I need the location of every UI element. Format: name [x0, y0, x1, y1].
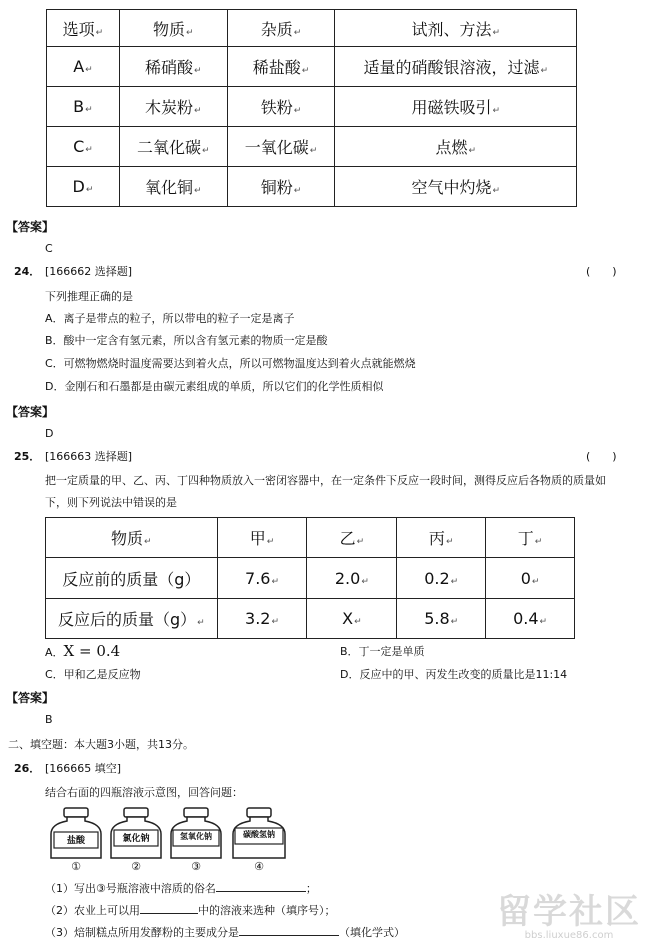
table-cell: C↵	[47, 127, 120, 167]
table-header-cell: 杂质↵	[227, 10, 335, 47]
answer-label: 【答案】	[6, 405, 55, 419]
table-cell: 反应前的质量（g）	[46, 558, 218, 599]
question-number: 25．	[14, 450, 41, 463]
table-row	[46, 599, 575, 639]
table-header-row	[46, 518, 575, 558]
table-cell: 3.2↵	[217, 599, 307, 639]
watermark	[497, 894, 641, 941]
question-meta: [166665 填空]	[45, 762, 122, 775]
answer-value: D	[45, 427, 54, 440]
answer-blank[interactable]	[140, 913, 198, 914]
table-cell: 稀硝酸↵	[119, 47, 227, 87]
option-a: A．X = 0.4	[45, 642, 121, 660]
question-meta: [166663 选择题]	[45, 450, 133, 463]
table-cell: 适量的硝酸银溶液，过滤↵	[335, 47, 577, 87]
bottle-2	[107, 806, 165, 876]
bottle-4	[229, 806, 289, 876]
bottle-number: ①	[71, 860, 81, 873]
option-c: C．甲和乙是反应物	[45, 668, 141, 681]
sub-question-1: （1）写出③号瓶溶液中溶质的俗名 ；	[45, 882, 317, 895]
table-cell: B↵	[47, 87, 120, 127]
watermark-url: bbs.liuxue86.com	[524, 930, 614, 941]
table-row	[47, 167, 577, 207]
table-cell: 点燃↵	[335, 127, 577, 167]
table-cell: 0.4↵	[486, 599, 575, 639]
table-cell: 2.0↵	[307, 558, 397, 599]
option-d: D．反应中的甲、丙发生改变的质量比是11:14	[340, 668, 568, 681]
bottle-label: 氢氧化钠	[180, 832, 212, 841]
table-cell: 用磁铁吸引↵	[335, 87, 577, 127]
bottle-label: 碳酸氢钠	[243, 830, 275, 839]
table-cell: 0.2↵	[397, 558, 486, 599]
question-number: 24．	[14, 265, 41, 278]
table-row	[46, 558, 575, 599]
answer-label: 【答案】	[6, 220, 55, 234]
table-cell: 7.6↵	[217, 558, 307, 599]
table-cell: 铜粉↵	[227, 167, 335, 207]
bottle-1	[47, 806, 105, 876]
table-cell: D↵	[47, 167, 120, 207]
bottle-number: ②	[131, 860, 141, 873]
table-row	[47, 87, 577, 127]
table-header-cell: 丙↵	[397, 518, 486, 558]
table-cell: 铁粉↵	[227, 87, 335, 127]
answer-value: B	[45, 713, 53, 726]
question-stem-line2: 下，则下列说法中错误的是	[45, 496, 177, 509]
question-stem: 结合右面的四瓶溶液示意图，回答问题：	[45, 786, 243, 799]
table-header-cell: 试剂、方法↵	[335, 10, 577, 47]
question-number: 26．	[14, 762, 41, 775]
table-header-cell: 物质↵	[46, 518, 218, 558]
sub-question-2: （2）农业上可以用 中的溶液来选种（填序号）；	[45, 904, 336, 917]
table-cell: 5.8↵	[397, 599, 486, 639]
table-header-cell: 甲↵	[217, 518, 307, 558]
section-heading: 二、填空题：本大题3小题，共13分。	[8, 738, 194, 751]
table-cell: 空气中灼烧↵	[335, 167, 577, 207]
table-cell: 一氧化碳↵	[227, 127, 335, 167]
answer-value: C	[45, 242, 53, 255]
table-header-cell: 丁↵	[486, 518, 575, 558]
table-header-cell: 选项↵	[47, 10, 120, 47]
table-cell: 稀盐酸↵	[227, 47, 335, 87]
answer-paren: ( )	[586, 265, 617, 278]
bottle-number: ③	[191, 860, 201, 873]
mass-table	[45, 517, 575, 639]
table-cell: X↵	[307, 599, 397, 639]
option-a: A．离子是带点的粒子，所以带电的粒子一定是离子	[45, 312, 295, 325]
table-header-row	[47, 10, 577, 47]
table-header-cell: 乙↵	[307, 518, 397, 558]
table-header-cell: 物质↵	[119, 10, 227, 47]
watermark-logo: 留学社区	[497, 892, 641, 932]
bottle-number: ④	[254, 860, 264, 873]
table-row	[47, 47, 577, 87]
answer-label: 【答案】	[6, 691, 55, 705]
table-cell: 木炭粉↵	[119, 87, 227, 127]
bottle-label: 盐酸	[66, 836, 85, 846]
answer-blank[interactable]	[239, 935, 339, 936]
question-stem-line1: 把一定质量的甲、乙、丙、丁四种物质放入一密闭容器中，在一定条件下反应一段时间，测得反应后各物质的质量如	[45, 474, 606, 487]
table-row	[47, 127, 577, 167]
table-cell: 二氧化碳↵	[119, 127, 227, 167]
option-d: D．金刚石和石墨都是由碳元素组成的单质，所以它们的化学性质相似	[45, 380, 384, 393]
option-b: B．酸中一定含有氢元素，所以含有氢元素的物质一定是酸	[45, 334, 328, 347]
option-b: B．丁一定是单质	[340, 645, 425, 658]
sub-question-3: （3）焙制糕点所用发酵粉的主要成分是 （填化学式）	[45, 926, 405, 939]
bottles-figure	[47, 806, 297, 876]
table-cell: 氧化铜↵	[119, 167, 227, 207]
table-cell: 0↵	[486, 558, 575, 599]
bottle-label: 氯化钠	[122, 834, 150, 844]
question-meta: [166662 选择题]	[45, 265, 133, 278]
table-cell: A↵	[47, 47, 120, 87]
option-c: C．可燃物燃烧时温度需要达到着火点，所以可燃物温度达到着火点就能燃烧	[45, 357, 416, 370]
table-cell: 反应后的质量（g）↵	[46, 599, 218, 639]
answer-blank[interactable]	[216, 891, 306, 892]
answer-paren: ( )	[586, 450, 617, 463]
bottle-3	[167, 806, 225, 876]
impurity-table	[46, 9, 577, 207]
question-stem: 下列推理正确的是	[45, 290, 133, 303]
